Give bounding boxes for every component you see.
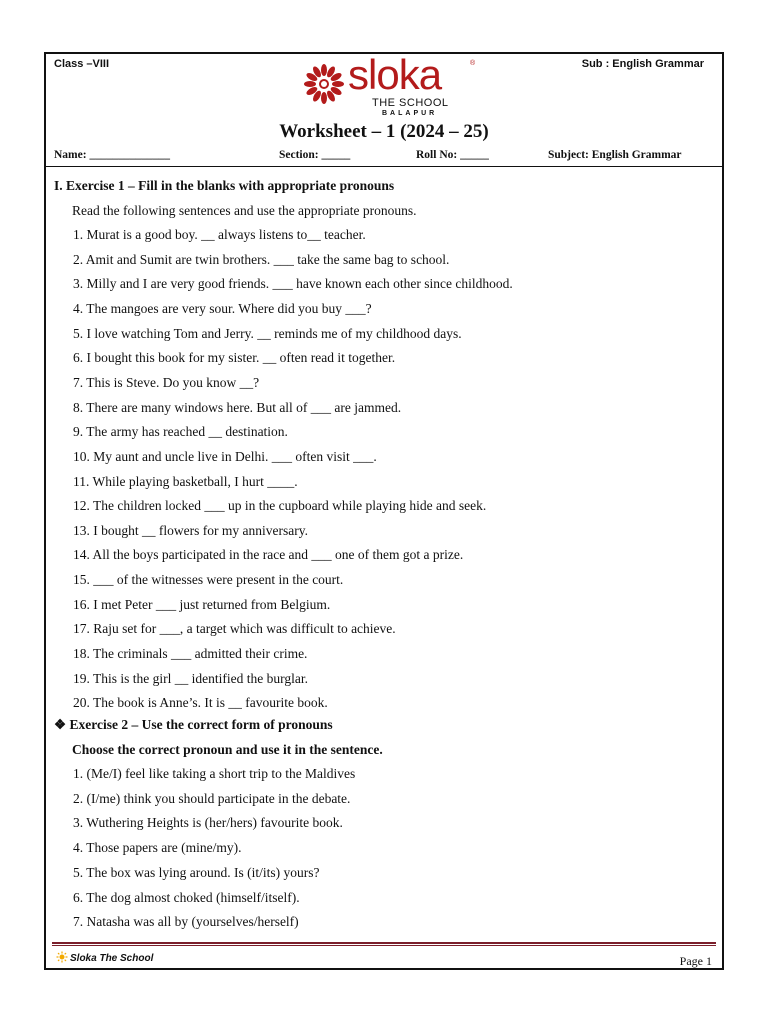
question-item: 6. I bought this book for my sister. __ often read it together. (73, 350, 396, 366)
question-item: 7. Natasha was all by (yourselves/herself) (73, 914, 299, 930)
question-item: 14. All the boys participated in the race and ___ one of them got a prize. (73, 547, 464, 563)
question-item: 6. The dog almost choked (himself/itself). (73, 889, 300, 905)
question-item: 11. While playing basketball, I hurt ____. (73, 473, 298, 489)
question-item: 4. The mangoes are very sour. Where did you buy ___? (73, 300, 372, 316)
question-item: 12. The children locked ___ up in the cupboard while playing hide and seek. (73, 498, 487, 514)
question-item: 19. This is the girl __ identified the burglar. (73, 670, 308, 686)
section-field: Section: _____ (279, 149, 351, 161)
exercise2-heading: Exercise 2 – Use the correct form of pronouns (69, 717, 333, 732)
page-number: Page 1 (679, 954, 712, 968)
question-item: 17. Raju set for ___, a target which was difficult to achieve. (73, 621, 396, 637)
flower-logo-icon (302, 62, 346, 106)
question-item: 20. The book is Anne’s. It is __ favourite book. (73, 695, 328, 711)
logo-wordmark: sloka (348, 51, 442, 98)
logo-school-text: THE SCHOOL (372, 97, 449, 109)
question-item: 5. The box was lying around. Is (it/its) yours? (73, 864, 320, 880)
question-item: 15. ___ of the witnesses were present in the court. (73, 572, 344, 588)
question-item: 3. Milly and I are very good friends. ___ have known each other since childhood. (73, 276, 513, 292)
logo-city-text: BALAPUR (382, 110, 438, 117)
footer-rule-thin (52, 945, 716, 946)
logo-registered-mark: ® (470, 60, 476, 67)
exercise1-instruction: Read the following sentences and use the appropriate pronouns. (72, 203, 417, 218)
exercise2-heading-row (54, 717, 333, 733)
worksheet-page (44, 52, 724, 970)
question-item: 16. I met Peter ___ just returned from Belgium. (73, 596, 331, 612)
class-label: Class –VIII (54, 58, 110, 70)
subject-field: Subject: English Grammar (548, 149, 682, 161)
question-item: 2. (I/me) think you should participate in the debate. (73, 790, 351, 806)
question-item: 7. This is Steve. Do you know __? (73, 374, 260, 390)
footer-rule (52, 942, 716, 944)
subject-header-label: Sub : English Grammar (581, 58, 704, 70)
worksheet-title: Worksheet – 1 (2024 – 25) (279, 121, 489, 142)
question-item: 2. Amit and Sumit are twin brothers. ___ take the same bag to school. (73, 251, 450, 267)
sun-logo-icon (56, 951, 68, 963)
footer-brand-text: Sloka The School (70, 953, 154, 964)
question-item: 9. The army has reached __ destination. (73, 424, 288, 440)
footer-brand (56, 951, 153, 964)
question-item: 3. Wuthering Heights is (her/hers) favourite book. (73, 815, 343, 831)
exercise2-instruction: Choose the correct pronoun and use it in the sentence. (72, 742, 383, 757)
header-divider (46, 166, 722, 167)
question-item: 5. I love watching Tom and Jerry. __ reminds me of my childhood days. (73, 325, 462, 341)
diamond-bullet-icon: ❖ (54, 717, 67, 732)
name-field: Name: ______________ (54, 149, 170, 161)
question-item: 10. My aunt and uncle live in Delhi. ___ often visit ___. (73, 448, 377, 464)
exercise1-heading: I. Exercise 1 – Fill in the blanks with appropriate pronouns (54, 178, 395, 193)
question-item: 18. The criminals ___ admitted their crime. (73, 646, 308, 662)
question-item: 13. I bought __ flowers for my anniversary. (73, 522, 308, 538)
question-item: 1. Murat is a good boy. __ always listens to__ teacher. (73, 227, 366, 242)
question-item: 1. (Me/I) feel like taking a short trip to the Maldives (73, 766, 356, 781)
school-logo (302, 51, 482, 120)
roll-no-field: Roll No: _____ (416, 149, 489, 161)
question-item: 4. Those papers are (mine/my). (73, 840, 242, 856)
question-item: 8. There are many windows here. But all of ___ are jammed. (73, 399, 402, 415)
